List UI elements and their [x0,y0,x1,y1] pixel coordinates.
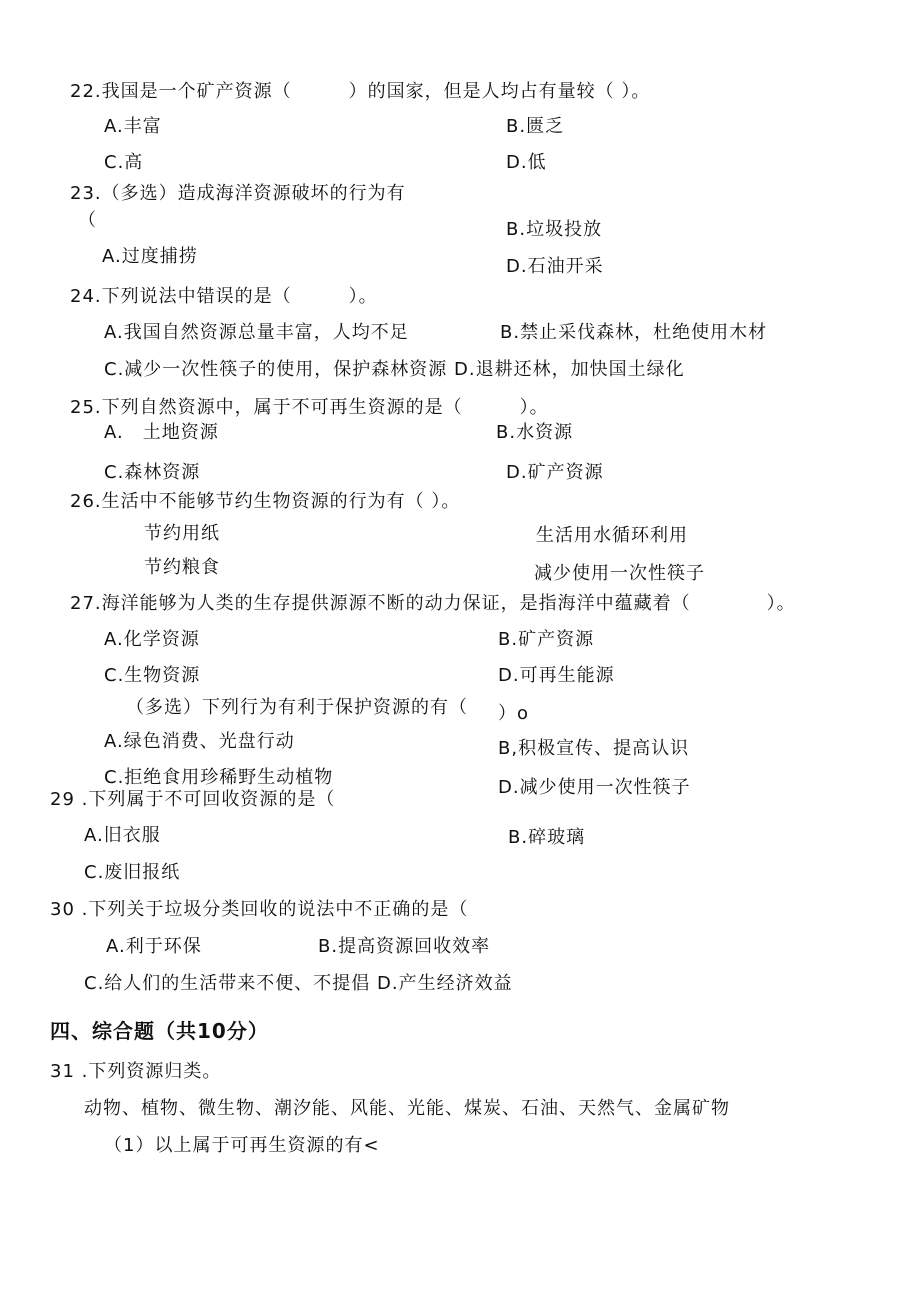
question-22-option-d: D.低 [506,152,547,173]
question-23-paren: （ [78,210,97,231]
question-23-stem: 23.（多选）造成海洋资源破坏的行为有 [70,183,406,204]
question-25-option-c: C.森林资源 [104,462,201,483]
question-29-option-b: B.碎玻璃 [508,827,586,848]
question-25-option-a: A. 土地资源 [104,422,219,443]
question-27-stem: 27.海洋能够为人类的生存提供源源不断的动力保证，是指海洋中蕴藏着（ ）。 [70,593,796,614]
question-26-option-c: 节约粮食 [144,557,220,578]
question-23-option-d: D.石油开采 [506,256,604,277]
question-24-stem: 24.下列说法中错误的是（ ）。 [70,286,378,307]
question-28-option-b: B,积极宣传、提高认识 [498,738,690,759]
question-26-option-a: 节约用纸 [144,523,220,544]
question-22-option-b: B.匮乏 [506,116,565,137]
question-27-option-a: A.化学资源 [104,629,200,650]
question-30-option-a: A.利于环保 [106,936,202,957]
question-26-option-d: 减少使用一次性筷子 [534,563,705,584]
question-22-option-c: C.高 [104,152,144,173]
section-4-heading: 四、综合题（共10分） [50,1019,269,1043]
question-29-stem: 29 .下列属于不可回收资源的是（ [50,789,336,810]
question-29-option-c: C.废旧报纸 [84,862,181,883]
question-26-option-b: 生活用水循环利用 [536,525,688,546]
question-30-option-c-d: C.给人们的生活带来不便、不提倡 D.产生经济效益 [84,973,513,994]
question-25-stem-clip [70,394,690,418]
question-22-stem: 22.我国是一个矿产资源（ ）的国家，但是人均占有量较（ ）。 [70,81,651,102]
question-22-option-a: A.丰富 [104,116,162,137]
question-24-option-c-d: C.减少一次性筷子的使用，保护森林资源 D.退耕还林，加快国土绿化 [104,359,685,380]
question-31-part-1: （1）以上属于可再生资源的有< [104,1135,380,1156]
question-28-stem-end: ）o [498,703,530,724]
question-27-option-d: D.可再生能源 [498,665,615,686]
question-27-option-b: B.矿产资源 [498,629,595,650]
question-23-option-a: A.过度捕捞 [102,246,198,267]
question-23-option-b: B.垃圾投放 [506,219,603,240]
question-28-option-a: A.绿色消费、光盘行动 [104,731,295,752]
question-28-option-d-clip [498,777,758,798]
question-31-resource-list: 动物、植物、微生物、潮汐能、风能、光能、煤炭、石油、天然气、金属矿物 [84,1098,730,1119]
question-25-option-b: B.水资源 [496,422,574,443]
question-25-stem: 25.下列自然资源中，属于不可再生资源的是（ ）。 [70,397,549,418]
question-26-stem: 26.生活中不能够节约生物资源的行为有（ ）。 [70,491,461,512]
question-28-option-d: D.减少使用一次性筷子 [498,777,691,798]
question-28-stem: （多选）下列行为有利于保护资源的有（ [126,697,468,718]
question-27-option-c: C.生物资源 [104,665,201,686]
question-28-option-c: C.拒绝食用珍稀野生动植物 [104,767,334,788]
question-29-option-a: A.旧衣服 [84,825,161,846]
question-25-option-d: D.矿产资源 [506,462,604,483]
question-30-stem: 30 .下列关于垃圾分类回收的说法中不正确的是（ [50,899,469,920]
question-30-option-b: B.提高资源回收效率 [318,936,491,957]
question-24-option-a: A.我国自然资源总量丰富，人均不足 [104,322,409,343]
question-31-stem: 31 .下列资源归类。 [50,1061,222,1082]
question-24-option-b: B.禁止采伐森林，杜绝使用木材 [500,322,768,343]
